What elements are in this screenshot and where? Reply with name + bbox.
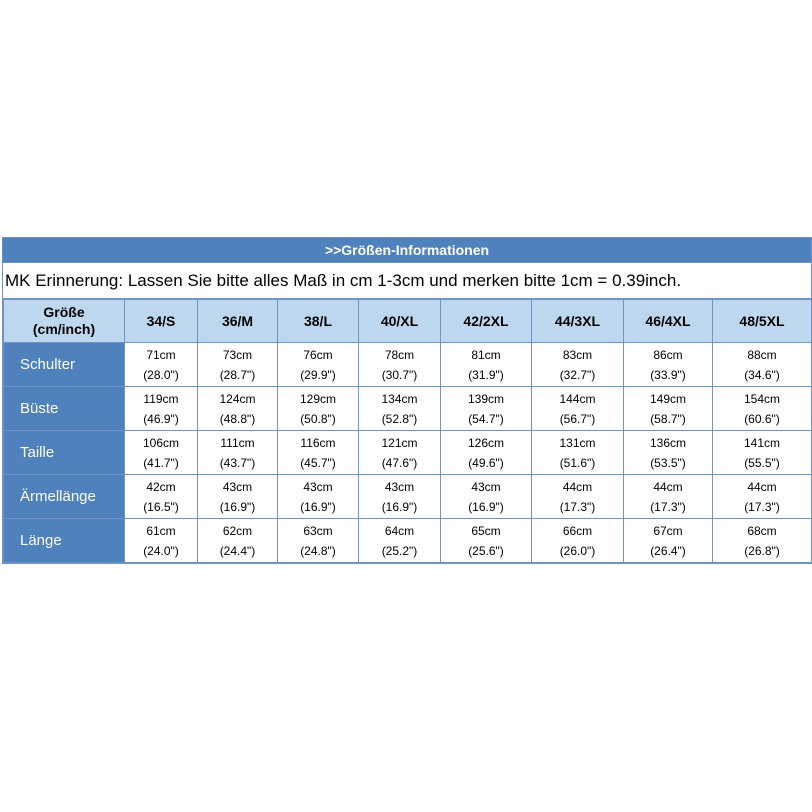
measurement-cell bbox=[532, 475, 624, 519]
measurement-cell bbox=[278, 343, 359, 387]
size-header: 34/S bbox=[125, 300, 198, 343]
measurement-cell bbox=[713, 387, 812, 431]
inch-value: (16.9") bbox=[381, 499, 418, 514]
measurement-label: Länge bbox=[4, 519, 125, 563]
inch-value: (29.9") bbox=[300, 367, 336, 382]
measurement-cell bbox=[359, 343, 441, 387]
cm-value: 141cm bbox=[743, 435, 781, 450]
cm-value: 111cm bbox=[220, 435, 255, 450]
measurement-cell bbox=[713, 343, 812, 387]
measurement-notice: MK Erinnerung: Lassen Sie bitte alles Maß in cm 1-3cm und merken bitte 1cm = 0.39inch. bbox=[3, 262, 811, 299]
cm-value: 119cm bbox=[143, 391, 179, 406]
inch-value: (17.3") bbox=[650, 499, 686, 514]
measurement-cell bbox=[278, 387, 359, 431]
cm-value: 63cm bbox=[303, 523, 333, 538]
table-row bbox=[4, 431, 812, 475]
measurement-cell bbox=[624, 387, 713, 431]
measurement-cell bbox=[624, 475, 713, 519]
table-row bbox=[4, 387, 812, 431]
inch-value: (16.9") bbox=[219, 499, 256, 514]
measurement-label: Schulter bbox=[4, 343, 125, 387]
inch-value: (41.7") bbox=[143, 455, 179, 470]
inch-value: (58.7") bbox=[650, 411, 686, 426]
measurement-cell bbox=[198, 431, 278, 475]
inch-value: (47.6") bbox=[381, 455, 418, 470]
inch-value: (30.7") bbox=[381, 367, 418, 382]
cm-value: 73cm bbox=[222, 347, 253, 362]
inch-value: (25.6") bbox=[468, 543, 504, 558]
inch-value: (24.0") bbox=[143, 543, 179, 558]
size-header: 48/5XL bbox=[713, 300, 812, 343]
cm-value: 64cm bbox=[384, 523, 415, 538]
table-row bbox=[4, 343, 812, 387]
cm-value: 139cm bbox=[467, 391, 505, 406]
inch-value: (17.3") bbox=[559, 499, 596, 514]
inch-value: (24.8") bbox=[300, 543, 336, 558]
cm-value: 68cm bbox=[747, 523, 777, 538]
inch-value: (55.5") bbox=[744, 455, 780, 470]
size-header: 42/2XL bbox=[441, 300, 532, 343]
measurement-cell bbox=[624, 431, 713, 475]
measurement-label: Ärmellänge bbox=[4, 475, 125, 519]
inch-value: (52.8") bbox=[381, 411, 418, 426]
measurement-cell bbox=[125, 343, 198, 387]
inch-value: (60.6") bbox=[744, 411, 780, 426]
measurement-cell bbox=[441, 431, 532, 475]
measurement-cell bbox=[278, 475, 359, 519]
cm-value: 62cm bbox=[222, 523, 253, 538]
cm-value: 106cm bbox=[142, 435, 180, 450]
inch-value: (24.4") bbox=[219, 543, 256, 558]
cm-value: 43cm bbox=[303, 479, 333, 494]
inch-value: (26.0") bbox=[559, 543, 596, 558]
inch-value: (16.5") bbox=[143, 499, 179, 514]
cm-value: 44cm bbox=[747, 479, 777, 494]
cm-value: 67cm bbox=[653, 523, 683, 538]
inch-value: (45.7") bbox=[300, 455, 336, 470]
measurement-cell bbox=[713, 519, 812, 563]
measurement-cell bbox=[359, 475, 441, 519]
size-unit-header bbox=[4, 300, 125, 343]
measurement-label: Büste bbox=[4, 387, 125, 431]
cm-value: 126cm bbox=[467, 435, 505, 450]
chart-title: >>Größen-Informationen bbox=[3, 238, 811, 262]
measurement-cell bbox=[359, 519, 441, 563]
size-header: 36/M bbox=[198, 300, 278, 343]
cm-value: 129cm bbox=[299, 391, 337, 406]
cm-value: 61cm bbox=[146, 523, 176, 538]
inch-value: (43.7") bbox=[219, 455, 256, 470]
cm-value: 42cm bbox=[146, 479, 176, 494]
size-header: 46/4XL bbox=[624, 300, 713, 343]
inch-value: (34.6") bbox=[744, 367, 780, 382]
measurement-cell bbox=[125, 387, 198, 431]
measurement-cell bbox=[532, 519, 624, 563]
measurement-cell bbox=[532, 387, 624, 431]
inch-value: (28.7") bbox=[219, 367, 256, 382]
measurement-cell bbox=[125, 519, 198, 563]
measurement-cell bbox=[198, 387, 278, 431]
inch-value: (33.9") bbox=[650, 367, 686, 382]
measurement-label: Taille bbox=[4, 431, 125, 475]
measurement-cell bbox=[441, 519, 532, 563]
measurement-cell bbox=[278, 519, 359, 563]
cm-value: 43cm bbox=[222, 479, 253, 494]
inch-value: (26.8") bbox=[744, 543, 780, 558]
measurement-cell bbox=[125, 431, 198, 475]
cm-value: 124cm bbox=[219, 391, 256, 406]
inch-value: (48.8") bbox=[219, 411, 256, 426]
inch-value: (32.7") bbox=[559, 367, 596, 382]
cm-value: 44cm bbox=[562, 479, 593, 494]
cm-value: 76cm bbox=[303, 347, 333, 362]
cm-value: 131cm bbox=[559, 435, 596, 450]
measurement-cell bbox=[278, 431, 359, 475]
table-row bbox=[4, 519, 812, 563]
inch-value: (53.5") bbox=[650, 455, 686, 470]
cm-value: 121cm bbox=[381, 435, 418, 450]
cm-value: 44cm bbox=[653, 479, 683, 494]
cm-value: 154cm bbox=[743, 391, 781, 406]
size-header: 38/L bbox=[278, 300, 359, 343]
measurement-cell bbox=[713, 431, 812, 475]
cm-value: 81cm bbox=[471, 347, 501, 362]
size-header: 40/XL bbox=[359, 300, 441, 343]
measurement-cell bbox=[198, 519, 278, 563]
measurement-cell bbox=[624, 343, 713, 387]
cm-value: 43cm bbox=[384, 479, 415, 494]
inch-value: (50.8") bbox=[300, 411, 336, 426]
measurement-cell bbox=[713, 475, 812, 519]
cm-value: 144cm bbox=[559, 391, 596, 406]
inch-value: (28.0") bbox=[143, 367, 179, 382]
size-table bbox=[3, 299, 812, 563]
inch-value: (51.6") bbox=[559, 455, 596, 470]
measurement-cell bbox=[532, 343, 624, 387]
size-header: 44/3XL bbox=[532, 300, 624, 343]
inch-value: (54.7") bbox=[468, 411, 504, 426]
cm-value: 134cm bbox=[381, 391, 418, 406]
cm-value: 86cm bbox=[653, 347, 683, 362]
inch-value: (16.9") bbox=[468, 499, 504, 514]
measurement-cell bbox=[441, 387, 532, 431]
unit-label: (cm/inch) bbox=[32, 321, 96, 337]
size-label: Größe bbox=[43, 304, 85, 320]
cm-value: 78cm bbox=[384, 347, 415, 362]
measurement-cell bbox=[624, 519, 713, 563]
measurement-cell bbox=[359, 387, 441, 431]
cm-value: 149cm bbox=[649, 391, 687, 406]
table-row bbox=[4, 475, 812, 519]
size-chart bbox=[2, 237, 812, 564]
inch-value: (26.4") bbox=[650, 543, 686, 558]
measurement-cell bbox=[441, 475, 532, 519]
cm-value: 66cm bbox=[562, 523, 593, 538]
measurement-cell bbox=[198, 475, 278, 519]
measurement-cell bbox=[198, 343, 278, 387]
inch-value: (25.2") bbox=[381, 543, 418, 558]
measurement-cell bbox=[125, 475, 198, 519]
cm-value: 43cm bbox=[471, 479, 501, 494]
header-row bbox=[4, 300, 812, 343]
inch-value: (17.3") bbox=[744, 499, 780, 514]
inch-value: (46.9") bbox=[143, 411, 179, 426]
measurement-cell bbox=[441, 343, 532, 387]
inch-value: (56.7") bbox=[559, 411, 596, 426]
measurement-cell bbox=[359, 431, 441, 475]
cm-value: 116cm bbox=[300, 435, 336, 450]
measurement-cell bbox=[532, 431, 624, 475]
cm-value: 136cm bbox=[649, 435, 687, 450]
cm-value: 71cm bbox=[146, 347, 176, 362]
cm-value: 83cm bbox=[562, 347, 593, 362]
inch-value: (49.6") bbox=[468, 455, 504, 470]
cm-value: 65cm bbox=[471, 523, 501, 538]
cm-value: 88cm bbox=[747, 347, 777, 362]
inch-value: (16.9") bbox=[300, 499, 336, 514]
inch-value: (31.9") bbox=[468, 367, 504, 382]
